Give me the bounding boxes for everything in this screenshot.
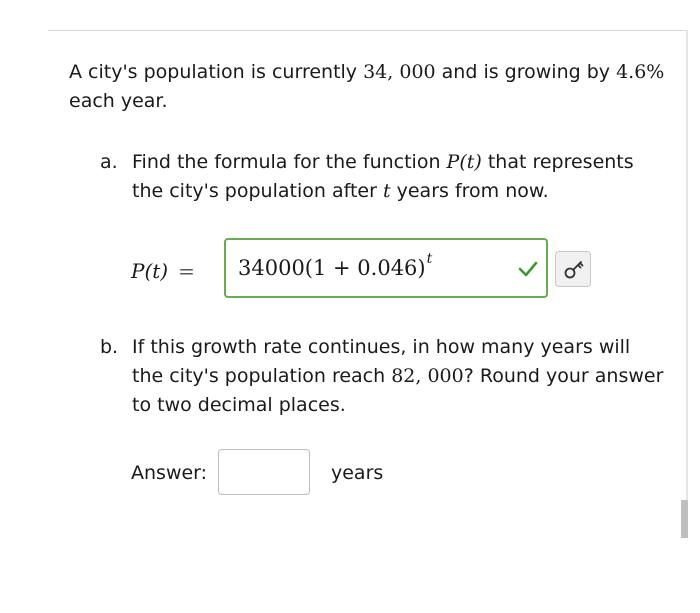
intro-text-3: each year. (69, 90, 168, 112)
part-b-label: b. (100, 336, 119, 358)
exponent: t (426, 251, 433, 267)
target-population: 82, 000 (391, 365, 464, 387)
growth-rate: 4.6% (616, 61, 665, 83)
years-unit-label: years (331, 462, 384, 484)
function-name: P(t) (446, 151, 482, 173)
intro-text: A city's population is currently (69, 61, 364, 83)
problem-statement (69, 58, 689, 116)
years-answer-input[interactable] (218, 449, 310, 495)
top-divider (48, 30, 688, 31)
check-icon (518, 260, 538, 278)
part-a-question: Find the formula for the function P(t) that represents the city's population after t years from now. (132, 151, 634, 202)
population-value: 34, 000 (363, 61, 436, 83)
formula-answer-value: $34000(1 + 0.046)^t$ (238, 251, 433, 280)
variable-t: t (382, 180, 391, 202)
formula-lhs (131, 256, 195, 286)
part-a-label: a. (100, 151, 118, 173)
scrollbar-thumb[interactable] (681, 500, 688, 538)
answer-key-button[interactable] (555, 251, 591, 287)
key-icon (563, 259, 585, 281)
intro-text-2: and is growing by (435, 61, 617, 83)
equals-sign: = (178, 259, 195, 283)
part-b-question: If this growth rate continues, in how many years will the city's population reach 82, 000? Round your answer to two decimal places. (132, 336, 664, 416)
lhs-function: P(t) (131, 259, 169, 283)
formula-answer-input[interactable] (224, 238, 548, 298)
answer-label: Answer: (131, 462, 208, 484)
